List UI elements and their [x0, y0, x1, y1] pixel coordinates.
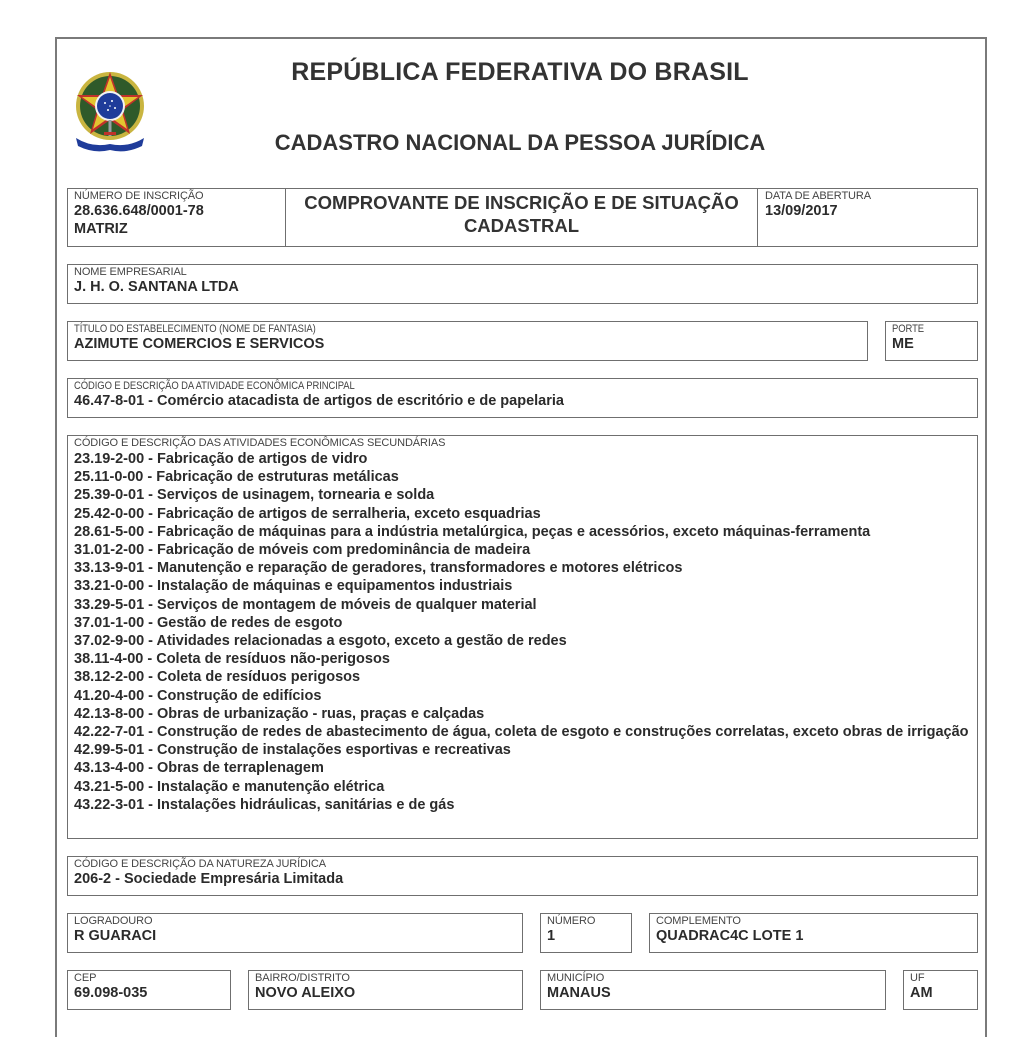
- list-item: 25.42-0-00 - Fabricação de artigos de serralheria, exceto esquadrias: [74, 505, 541, 522]
- atividades-secundarias-field: [67, 435, 978, 839]
- municipio-label: MUNICÍPIO: [547, 972, 605, 984]
- list-item: 37.02-9-00 - Atividades relacionadas a esgoto, exceto a gestão de redes: [74, 633, 567, 650]
- list-item: 33.21-0-00 - Instalação de máquinas e equipamentos industriais: [74, 578, 513, 595]
- list-item: 42.99-5-01 - Construção de instalações esportivas e recreativas: [74, 742, 511, 759]
- porte-field: [885, 321, 978, 361]
- cep-value: 69.098-035: [74, 985, 148, 1001]
- natureza-juridica-value: 206-2 - Sociedade Empresária Limitada: [74, 871, 344, 887]
- complemento-field: [649, 913, 978, 953]
- logradouro-field: [67, 913, 523, 953]
- complemento-label: COMPLEMENTO: [656, 915, 741, 927]
- bairro-value: NOVO ALEIXO: [255, 985, 356, 1001]
- bairro-label: BAIRRO/DISTRITO: [255, 972, 350, 984]
- list-item: 33.29-5-01 - Serviços de montagem de móveis de qualquer material: [74, 596, 537, 613]
- list-item: 31.01-2-00 - Fabricação de móveis com predominância de madeira: [74, 542, 531, 559]
- numero-value: 1: [547, 928, 556, 944]
- atividade-principal-field: [67, 378, 978, 418]
- brazil-coat-of-arms-icon: [72, 68, 148, 152]
- abertura-label: DATA DE ABERTURA: [765, 190, 871, 202]
- cnae-secundarias-list: [74, 450, 971, 814]
- titulo-estabelecimento-value: AZIMUTE COMERCIOS E SERVICOS: [74, 336, 325, 352]
- list-item: 33.13-9-01 - Manutenção e reparação de geradores, transformadores e motores elétricos: [74, 560, 683, 577]
- natureza-juridica-field: [67, 856, 978, 896]
- logradouro-label: LOGRADOURO: [74, 915, 153, 927]
- list-item: 25.11-0-00 - Fabricação de estruturas metálicas: [74, 469, 399, 486]
- cnpj-value: 28.636.648/0001-78: [74, 203, 204, 219]
- complemento-value: QUADRAC4C LOTE 1: [656, 928, 804, 944]
- porte-label: PORTE: [892, 323, 924, 335]
- list-item: 37.01-1-00 - Gestão de redes de esgoto: [74, 614, 343, 631]
- list-item: 43.21-5-00 - Instalação e manutenção elétrica: [74, 778, 385, 795]
- natureza-juridica-label: CÓDIGO E DESCRIÇÃO DA NATUREZA JURÍDICA: [74, 858, 326, 870]
- list-item: 42.22-7-01 - Construção de redes de abastecimento de água, coleta de esgoto e construções correlatas, exceto obras de irrigação: [74, 724, 969, 741]
- atividade-principal-label: CÓDIGO E DESCRIÇÃO DA ATIVIDADE ECONÔMICA PRINCIPAL: [74, 380, 355, 392]
- bairro-field: [248, 970, 523, 1010]
- porte-value: ME: [892, 336, 914, 352]
- uf-field: [903, 970, 978, 1010]
- list-item: 42.13-8-00 - Obras de urbanização - ruas, praças e calçadas: [74, 705, 485, 722]
- list-item: 38.12-2-00 - Coleta de resíduos perigosos: [74, 669, 361, 686]
- list-item: 43.13-4-00 - Obras de terraplenagem: [74, 760, 324, 777]
- list-item: 23.19-2-00 - Fabricação de artigos de vidro: [74, 451, 368, 467]
- titulo-estabelecimento-field: [67, 321, 868, 361]
- numero-label: NÚMERO: [547, 915, 596, 927]
- nome-empresarial-label: NOME EMPRESARIAL: [74, 266, 187, 278]
- uf-value: AM: [910, 985, 933, 1001]
- logradouro-value: R GUARACI: [74, 928, 157, 944]
- cep-field: [67, 970, 231, 1010]
- list-item: 38.11-4-00 - Coleta de resíduos não-perigosos: [74, 651, 390, 668]
- list-item: 41.20-4-00 - Construção de edifícios: [74, 687, 322, 704]
- document-title: COMPROVANTE DE INSCRIÇÃO E DE SITUAÇÃO CADASTRAL: [285, 189, 758, 246]
- uf-label: UF: [910, 972, 925, 984]
- numero-field: [540, 913, 632, 953]
- list-item: 28.61-5-00 - Fabricação de máquinas para a indústria metalúrgica, peças e acessórios, exceto máquinas-ferramenta: [74, 523, 871, 540]
- registry-heading: CADASTRO NACIONAL DA PESSOA JURÍDICA: [274, 130, 766, 155]
- list-item: 43.22-3-01 - Instalações hidráulicas, sanitárias e de gás: [74, 796, 455, 813]
- atividades-secundarias-label: CÓDIGO E DESCRIÇÃO DAS ATIVIDADES ECONÔMICAS SECUNDÁRIAS: [74, 437, 446, 449]
- tipo-value: MATRIZ: [74, 221, 128, 237]
- nome-empresarial-field: [67, 264, 978, 304]
- municipio-value: MANAUS: [547, 985, 611, 1001]
- cep-label: CEP: [74, 972, 97, 984]
- atividade-principal-value: 46.47-8-01 - Comércio atacadista de artigos de escritório e de papelaria: [74, 393, 564, 409]
- nome-empresarial-value: J. H. O. SANTANA LTDA: [74, 279, 239, 295]
- inscricao-label: NÚMERO DE INSCRIÇÃO: [74, 190, 204, 202]
- municipio-field: [540, 970, 886, 1010]
- country-heading: REPÚBLICA FEDERATIVA DO BRASIL: [291, 58, 749, 86]
- list-item: 25.39-0-01 - Serviços de usinagem, tornearia e solda: [74, 487, 435, 504]
- abertura-value: 13/09/2017: [765, 203, 838, 219]
- header-row: [67, 188, 978, 247]
- titulo-estabelecimento-label: TÍTULO DO ESTABELECIMENTO (NOME DE FANTASIA): [74, 323, 316, 335]
